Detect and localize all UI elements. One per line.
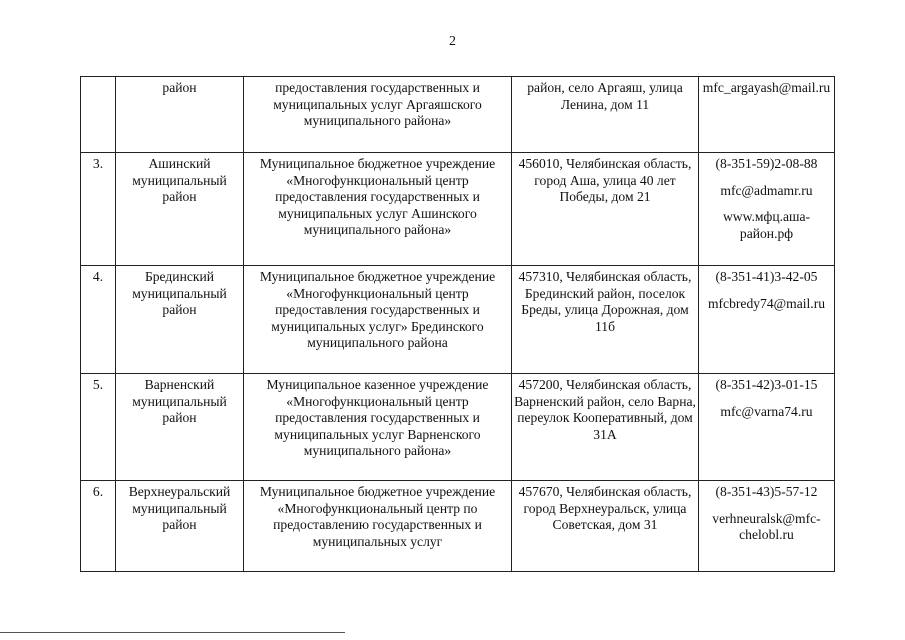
institution-name: Муниципальное бюджетное учреждение «Многофункциональный центр предоставления государственных и муниципальных услуг Ашинского муниципального района»: [244, 153, 512, 266]
email[interactable]: mfc@admamr.ru: [720, 182, 813, 198]
address: 457670, Челябинская область, город Верхнеуральск, улица Советская, дом 31: [512, 481, 699, 572]
address: 456010, Челябинская область, город Аша, улица 40 лет Победы, дом 21: [512, 153, 699, 266]
contacts-cell: [699, 481, 835, 572]
row-number: 5.: [81, 374, 116, 481]
district-name: Ашинский муниципальный район: [116, 153, 244, 266]
email[interactable]: mfc_argayash@mail.ru: [702, 80, 831, 95]
website[interactable]: www.мфц.аша-район.рф: [722, 209, 811, 241]
institution-name: Муниципальное бюджетное учреждение «Многофункциональный центр предоставления государственных и муниципальных услуг» Брединского муниципального района: [244, 266, 512, 374]
row-number: 4.: [81, 266, 116, 374]
footnote-divider: [0, 632, 345, 633]
phone: (8-351-41)3-42-05: [715, 269, 818, 284]
address: район, село Аргаяш, улица Ленина, дом 11: [512, 77, 699, 153]
contacts-cell: [699, 374, 835, 481]
table-row: [81, 266, 835, 374]
district-name: район: [116, 77, 244, 153]
address: 457310, Челябинская область, Брединский район, поселок Бреды, улица Дорожная, дом 11б: [512, 266, 699, 374]
email[interactable]: verhneuralsk@mfc-chelobl.ru: [712, 510, 821, 542]
page-number: 2: [449, 34, 456, 49]
mfc-table: [80, 76, 835, 572]
phone: (8-351-59)2-08-88: [715, 156, 818, 171]
table-row: [81, 481, 835, 572]
institution-name: предоставления государственных и муниципальных услуг Аргаяшского муниципального района»: [244, 77, 512, 153]
institution-name: Муниципальное бюджетное учреждение «Многофункциональный центр по предоставлению государственных и муниципальных услуг: [244, 481, 512, 572]
table-row: [81, 153, 835, 266]
row-number: [81, 77, 116, 153]
table-row: [81, 77, 835, 153]
address: 457200, Челябинская область, Варненский район, село Варна, переулок Кооперативный, дом 31А: [512, 374, 699, 481]
district-name: Варненский муниципальный район: [116, 374, 244, 481]
row-number: 3.: [81, 153, 116, 266]
email[interactable]: mfc@varna74.ru: [720, 403, 813, 419]
contacts-cell: [699, 266, 835, 374]
phone: (8-351-42)3-01-15: [715, 377, 818, 392]
table-row: [81, 374, 835, 481]
institution-name: Муниципальное казенное учреждение «Многофункциональный центр предоставления государственных и муниципальных услуг Варненского муниципального района»: [244, 374, 512, 481]
phone: (8-351-43)5-57-12: [715, 484, 818, 499]
email[interactable]: mfcbredy74@mail.ru: [707, 295, 826, 311]
district-name: Верхнеуральский муниципальный район: [116, 481, 244, 572]
contacts-cell: [699, 77, 835, 153]
contacts-cell: [699, 153, 835, 266]
district-name: Брединский муниципальный район: [116, 266, 244, 374]
row-number: 6.: [81, 481, 116, 572]
